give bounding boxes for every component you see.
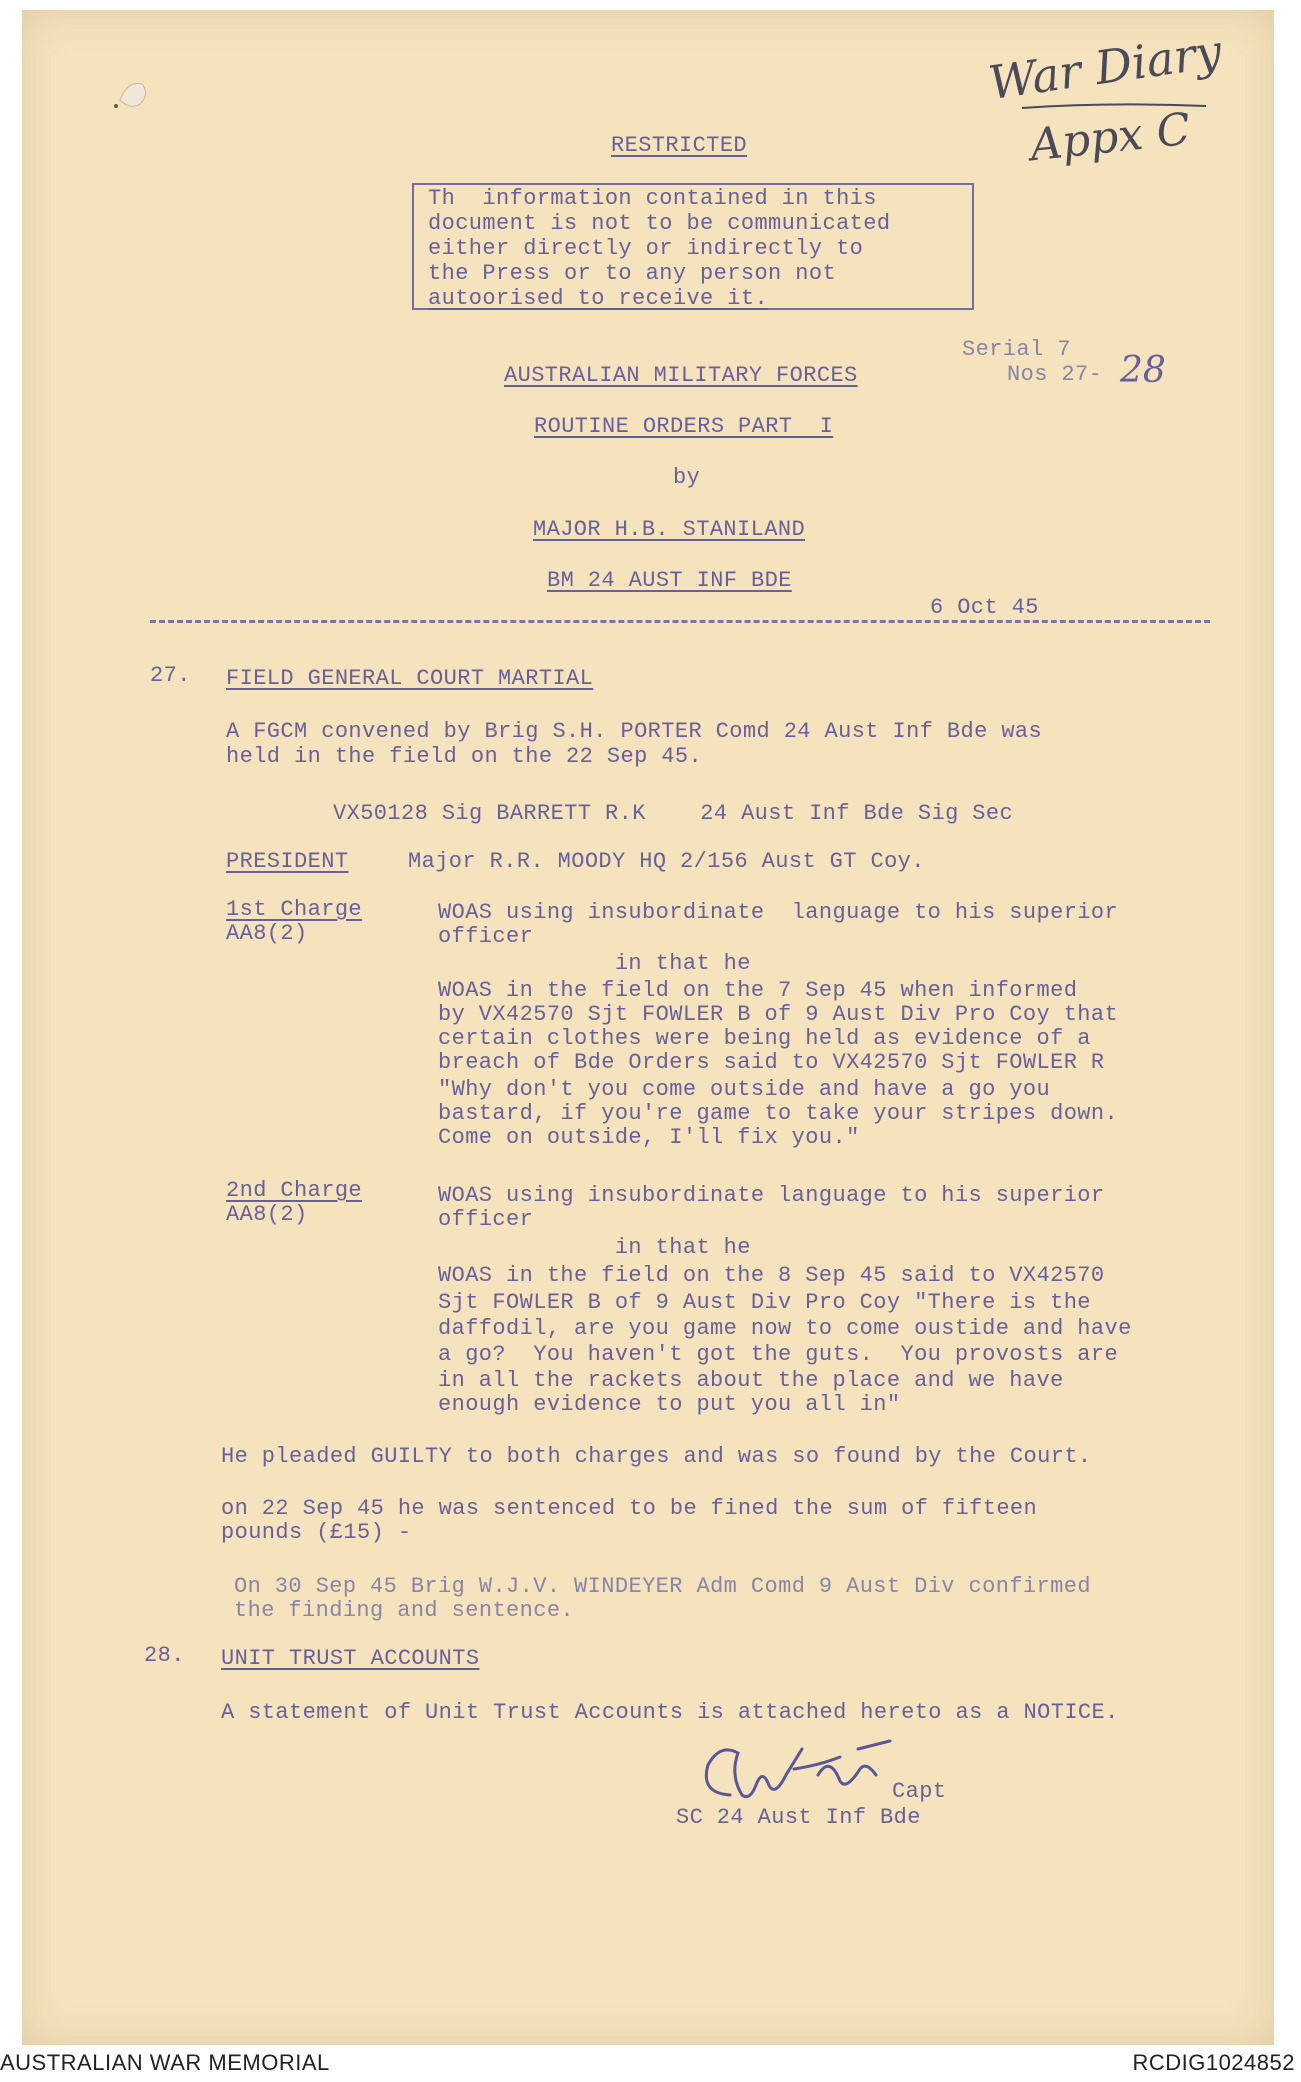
charge-1-line: bastard, if you're game to take your stripes down. xyxy=(438,1101,1119,1126)
charge-2-line: a go? You haven't got the guts. You provosts are xyxy=(438,1342,1119,1367)
item-27-number: 27. xyxy=(150,663,191,688)
president-value: Major R.R. MOODY HQ 2/156 Aust GT Coy. xyxy=(408,849,925,874)
item-27-intro-1: A FGCM convened by Brig S.H. PORTER Comd 24 Aust Inf Bde was xyxy=(226,719,1043,744)
charge-2-line: enough evidence to put you all in" xyxy=(438,1392,901,1417)
item-28-body: A statement of Unit Trust Accounts is attached hereto as a NOTICE. xyxy=(221,1700,1119,1725)
charge-2-line: WOAS in the field on the 8 Sep 45 said to VX42570 xyxy=(438,1263,1105,1288)
charge-2-line: Sjt FOWLER B of 9 Aust Div Pro Coy "There is the xyxy=(438,1290,1091,1315)
charge-1-line: by VX42570 Sjt FOWLER B of 9 Aust Div Pro Coy that xyxy=(438,1002,1119,1027)
signature-rank: Capt xyxy=(892,1779,947,1804)
handwritten-order-number: 28 xyxy=(1120,350,1166,391)
charge-1-line: WOAS in the field on the 7 Sep 45 when informed xyxy=(438,978,1078,1003)
charge-2-line: daffodil, are you game now to come oustide and have xyxy=(438,1316,1132,1341)
charge-2-line: officer xyxy=(438,1207,534,1232)
orders-heading: ROUTINE ORDERS PART I xyxy=(534,414,834,439)
charge-2-label: 2nd Charge xyxy=(226,1178,363,1203)
item-27-title: FIELD GENERAL COURT MARTIAL xyxy=(226,666,594,691)
sentence-line-1: on 22 Sep 45 he was sentenced to be fined the sum of fifteen xyxy=(221,1496,1038,1521)
forces-heading: AUSTRALIAN MILITARY FORCES xyxy=(504,363,858,388)
signature xyxy=(690,1735,920,1815)
stamp-line-2: document is not to be communicated xyxy=(428,211,891,236)
order-date: 6 Oct 45 xyxy=(930,595,1039,620)
item-28-title: UNIT TRUST ACCOUNTS xyxy=(221,1646,480,1671)
order-numbers: Nos 27- xyxy=(1007,362,1103,387)
by-line: by xyxy=(673,465,701,490)
charge-1-code: AA8(2) xyxy=(226,921,308,946)
charge-2-line: in all the rackets about the place and we have xyxy=(438,1368,1064,1393)
unit-name: BM 24 AUST INF BDE xyxy=(547,568,792,593)
charge-2-line: in that he xyxy=(438,1235,751,1260)
item-28-number: 28. xyxy=(144,1643,185,1668)
handwritten-war-diary: War Diary xyxy=(985,23,1225,111)
restricted-heading: RESTRICTED xyxy=(611,133,748,158)
charge-1-line: "Why don't you come outside and have a go you xyxy=(438,1077,1051,1102)
charge-1-line: Come on outside, I'll fix you." xyxy=(438,1125,860,1150)
officer-name: MAJOR H.B. STANILAND xyxy=(533,517,806,542)
accused-line: VX50128 Sig BARRETT R.K 24 Aust Inf Bde Sig Sec xyxy=(333,801,1014,826)
charge-1-line: in that he xyxy=(438,951,751,976)
president-label: PRESIDENT xyxy=(226,849,349,874)
section-divider xyxy=(150,620,1210,623)
footer-source: AUSTRALIAN WAR MEMORIAL xyxy=(0,2050,330,2075)
confirmation-line-2: the finding and sentence. xyxy=(234,1598,575,1623)
confirmation-line-1: On 30 Sep 45 Brig W.J.V. WINDEYER Adm Comd 9 Aust Div confirmed xyxy=(234,1574,1091,1599)
sentence-line-2: pounds (£15) - xyxy=(221,1520,412,1545)
serial-number: Serial 7 xyxy=(962,337,1071,362)
stamp-line-1: Th information contained in this xyxy=(428,186,877,211)
charge-1-line: breach of Bde Orders said to VX42570 Sjt FOWLER R xyxy=(438,1050,1105,1075)
footer-id: RCDIG1024852 xyxy=(1132,2050,1295,2075)
charge-1-line: officer xyxy=(438,924,534,949)
charge-1-line: WOAS using insubordinate language to his superior xyxy=(438,900,1119,925)
stamp-line-5: autoorised to receive it. xyxy=(428,286,769,311)
charge-1-label: 1st Charge xyxy=(226,897,363,922)
stamp-line-4: the Press or to any person not xyxy=(428,261,837,286)
item-27-intro-2: held in the field on the 22 Sep 45. xyxy=(226,744,703,769)
signature-position: SC 24 Aust Inf Bde xyxy=(676,1805,921,1830)
stamp-line-3: either directly or indirectly to xyxy=(428,236,864,261)
charge-1-line: certain clothes were being held as evidence of a xyxy=(438,1026,1091,1051)
plea-line: He pleaded GUILTY to both charges and was so found by the Court. xyxy=(221,1444,1092,1469)
paper-damage-mark xyxy=(110,70,160,120)
handwritten-appx: Appx C xyxy=(1027,103,1193,172)
charge-2-code: AA8(2) xyxy=(226,1202,308,1227)
charge-2-line: WOAS using insubordinate language to his superior xyxy=(438,1183,1105,1208)
